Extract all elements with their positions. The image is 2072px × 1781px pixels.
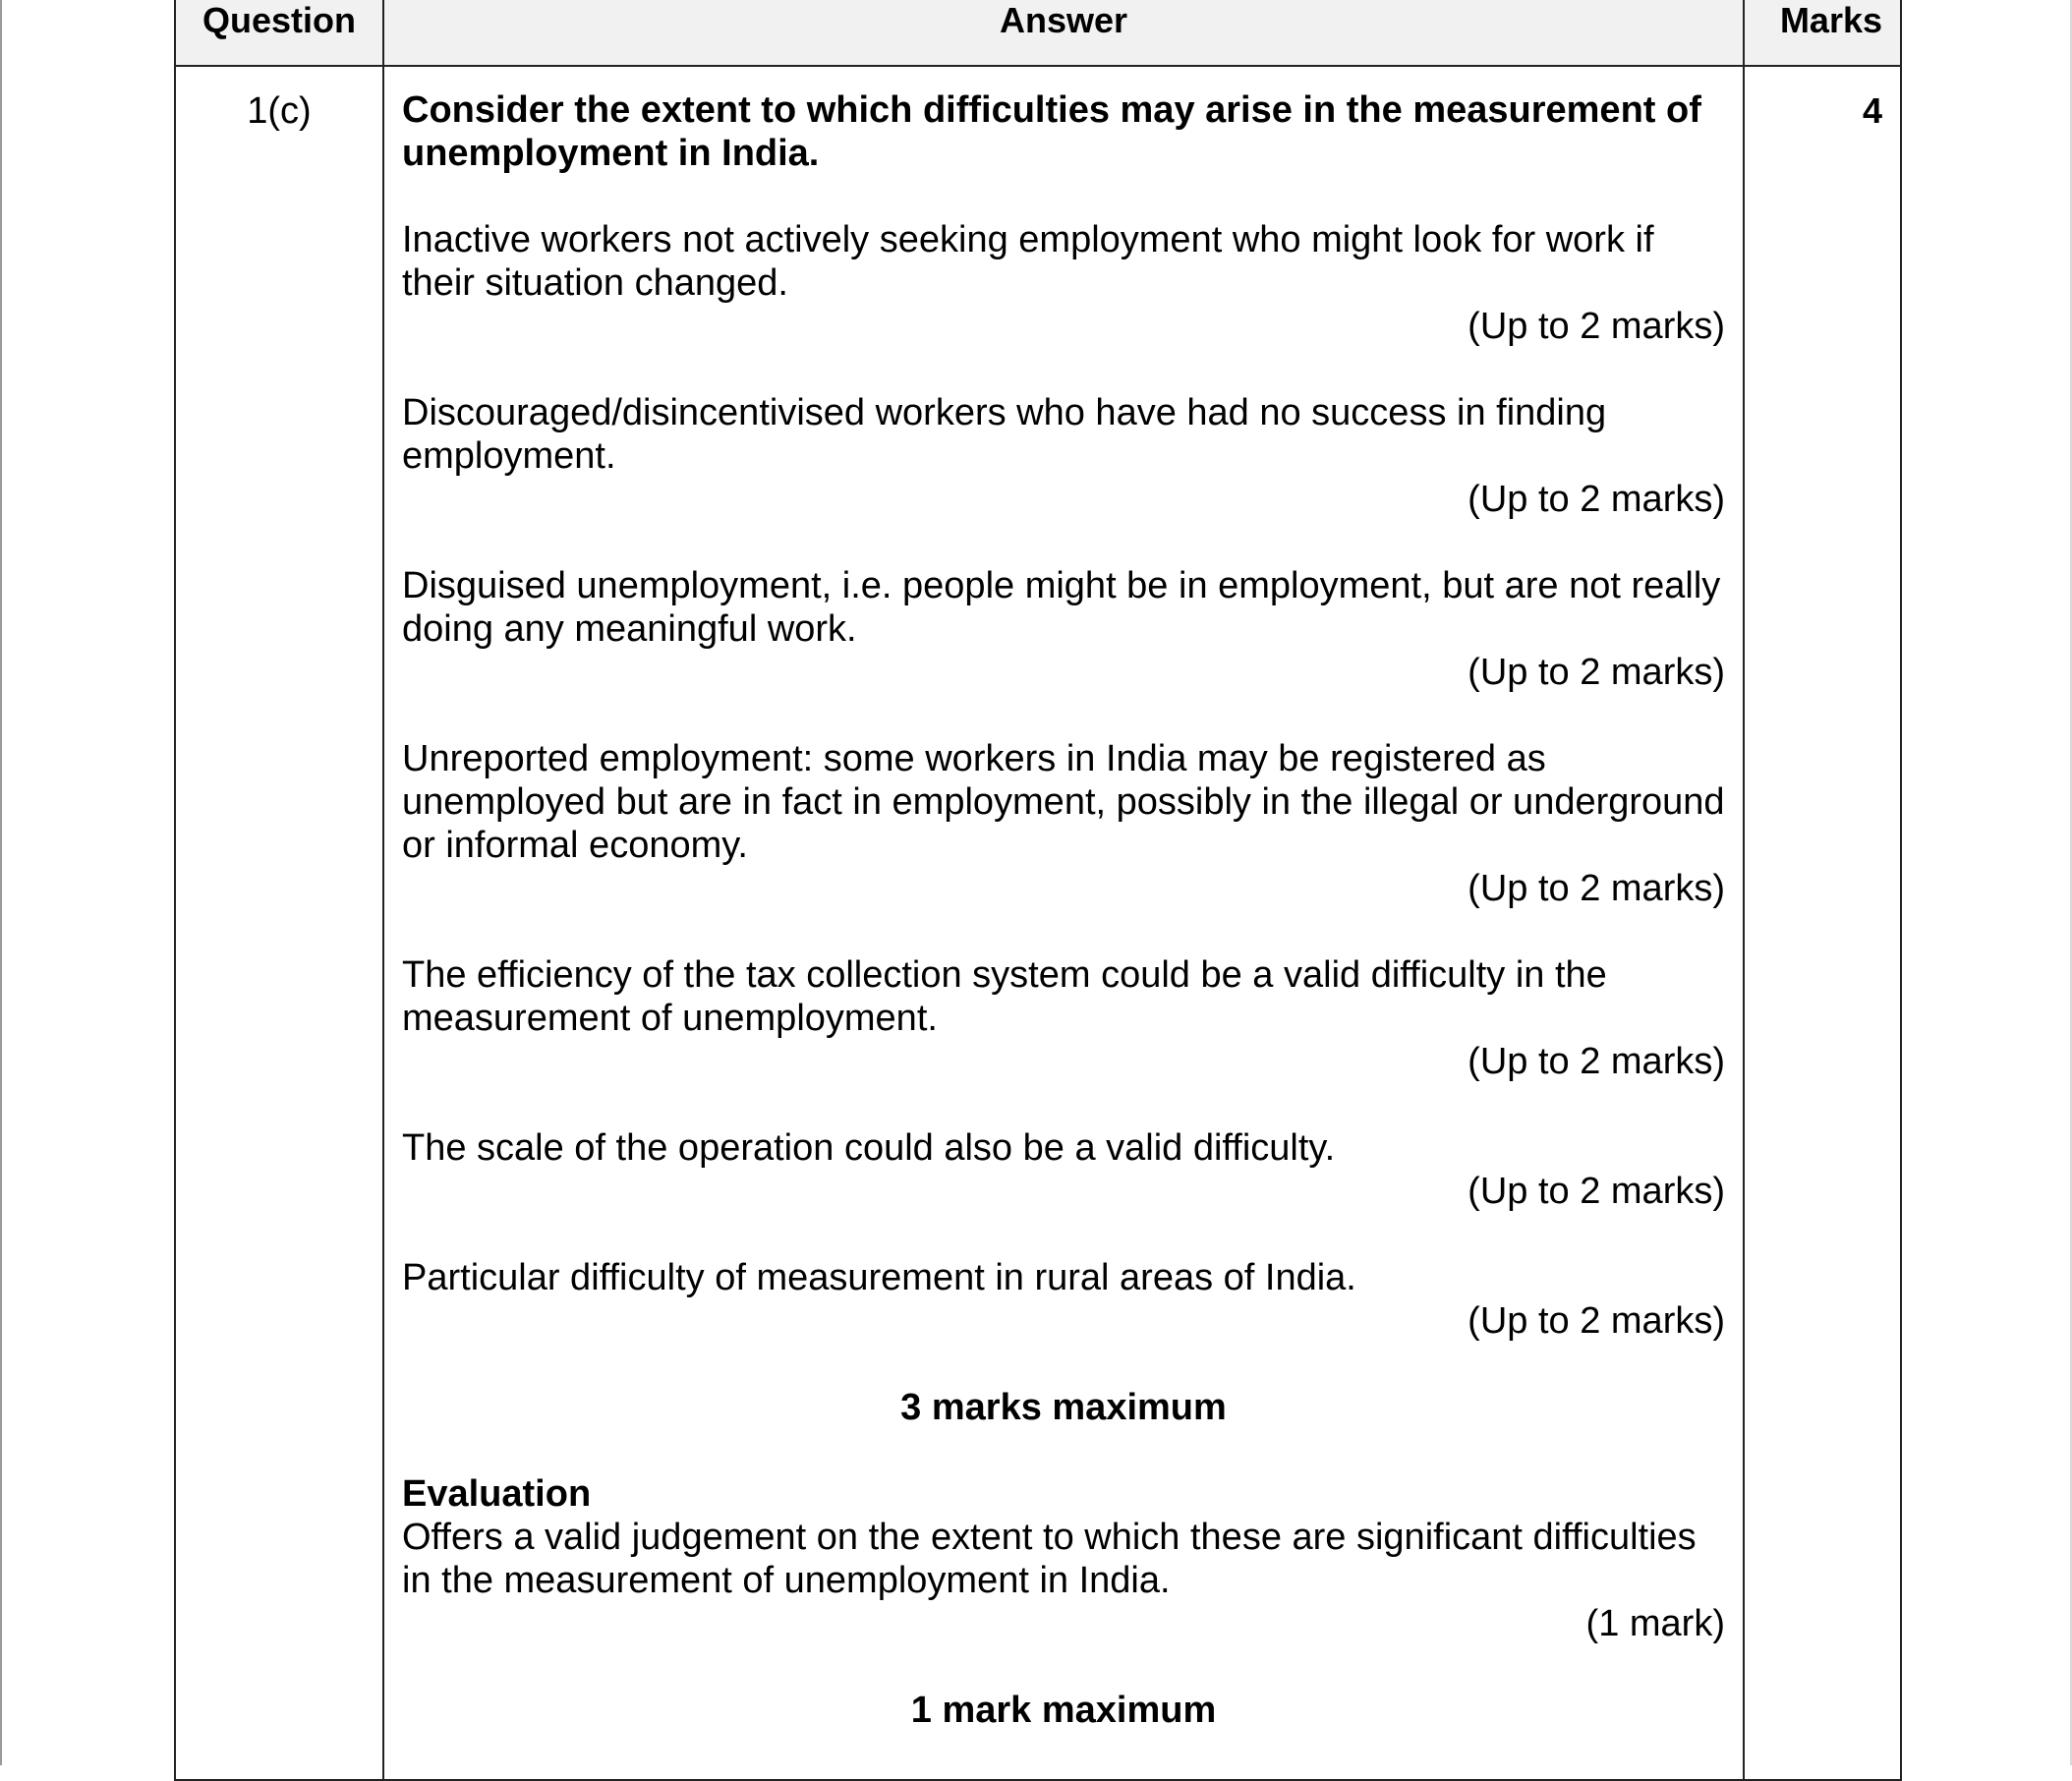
answer-point xyxy=(402,391,1725,521)
answer-point xyxy=(402,737,1725,910)
answer-point-text: Unreported employment: some workers in India may be registered as unemployed but are in fact in employment, possibly in the illegal or underground or informal economy. xyxy=(402,738,1725,866)
answer-point-marks: (Up to 2 marks) xyxy=(1468,1041,1725,1082)
header-marks: Marks xyxy=(1744,0,1901,66)
answer-point xyxy=(402,1126,1725,1213)
header-row xyxy=(175,0,1901,66)
answer-point-marks: (Up to 2 marks) xyxy=(1468,1300,1725,1342)
evaluation-marks: (1 mark) xyxy=(1585,1603,1725,1644)
answer-point-marks: (Up to 2 marks) xyxy=(1468,306,1725,347)
question-prompt: Consider the extent to which difficulties may arise in the measurement of unemployment in India. xyxy=(402,89,1701,174)
answer-point-text: Discouraged/disincentivised workers who have had no success in finding employment. xyxy=(402,392,1607,477)
answer-point-marks: (Up to 2 marks) xyxy=(1468,1171,1725,1212)
answer-cell xyxy=(383,66,1744,1780)
question-number: 1(c) xyxy=(175,66,383,1780)
answer-point xyxy=(402,953,1725,1083)
answer-point-text: The scale of the operation could also be a valid difficulty. xyxy=(402,1127,1336,1169)
answer-point xyxy=(402,564,1725,694)
analysis-maximum: 3 marks maximum xyxy=(900,1387,1227,1428)
answer-point-text: Disguised unemployment, i.e. people might be in employment, but are not really doing any meaningful work. xyxy=(402,565,1721,650)
answer-point-marks: (Up to 2 marks) xyxy=(1468,868,1725,909)
evaluation-text: Offers a valid judgement on the extent to which these are significant difficulties in the measurement of unemployment in India. xyxy=(402,1517,1697,1601)
total-marks: 4 xyxy=(1744,66,1901,1780)
answer-point-marks: (Up to 2 marks) xyxy=(1468,652,1725,693)
mark-scheme-table xyxy=(174,0,1902,1781)
answer-point-text: The efficiency of the tax collection system could be a valid difficulty in the measurement of unemployment. xyxy=(402,954,1607,1039)
page-left-edge xyxy=(0,0,2,1765)
evaluation-maximum: 1 mark maximum xyxy=(910,1690,1217,1731)
question-row xyxy=(175,66,1901,1780)
answer-point xyxy=(402,1256,1725,1343)
answer-point xyxy=(402,218,1725,348)
header-question: Question xyxy=(175,0,383,66)
answer-point-text: Particular difficulty of measurement in rural areas of India. xyxy=(402,1257,1356,1298)
evaluation-block xyxy=(402,1516,1725,1645)
header-answer: Answer xyxy=(383,0,1744,66)
answer-point-text: Inactive workers not actively seeking employment who might look for work if their situation changed. xyxy=(402,219,1654,304)
evaluation-heading: Evaluation xyxy=(402,1473,592,1515)
answer-point-marks: (Up to 2 marks) xyxy=(1468,479,1725,520)
